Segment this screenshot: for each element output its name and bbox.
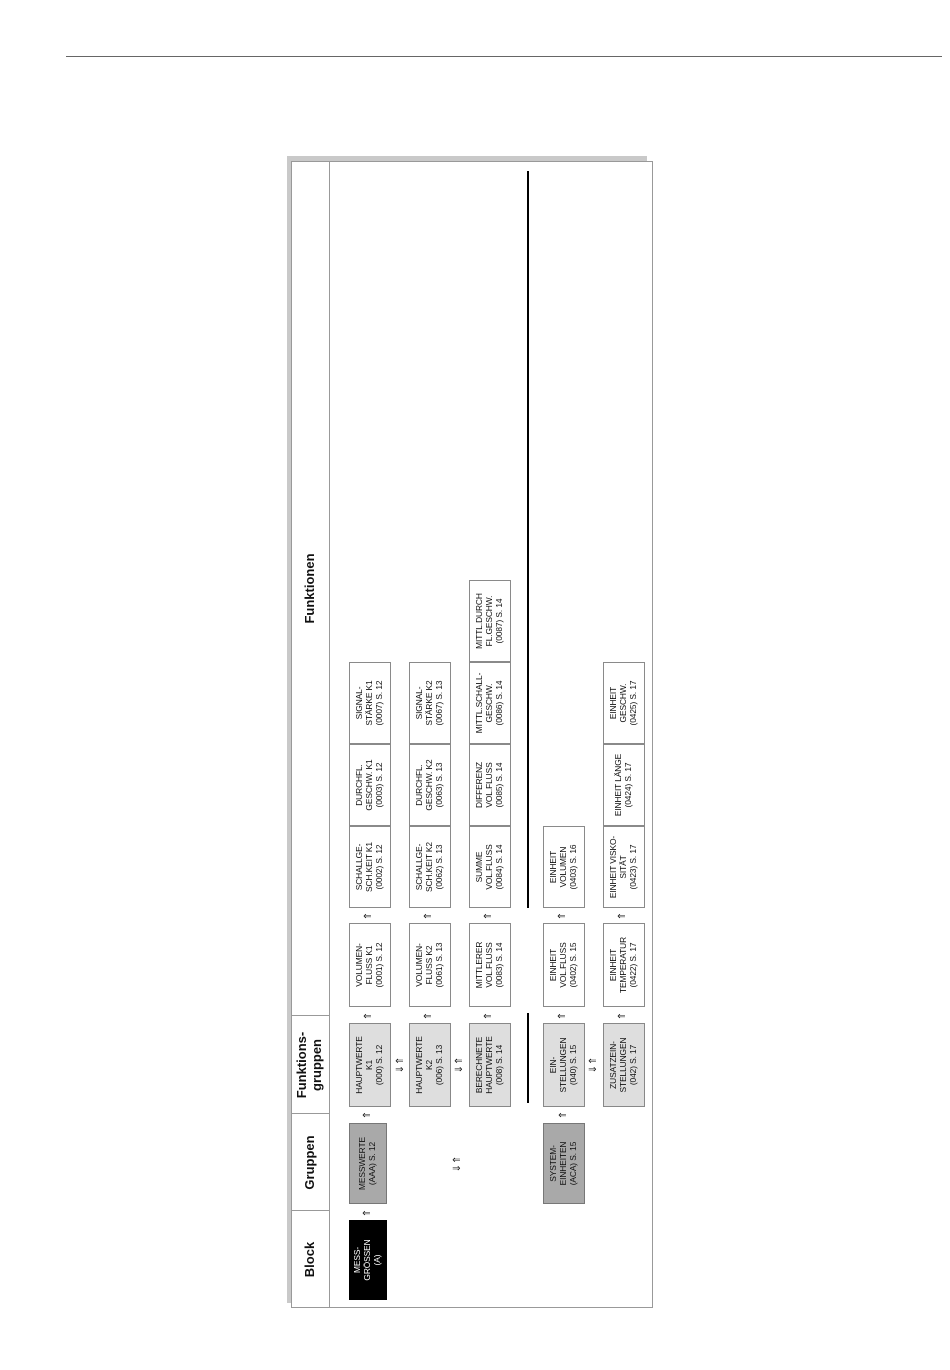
block-line1: MESS- xyxy=(352,1246,363,1274)
arrow-messwerte-to-system: ⇓⇑ xyxy=(452,1155,463,1173)
fg-hauptwerte-k1 xyxy=(349,1023,391,1107)
fg-einstellungen-line1: EIN- xyxy=(548,1056,559,1074)
arrow-k1-k2: ⇓⇑ xyxy=(395,1056,406,1074)
section-separator-fg xyxy=(527,1013,529,1103)
func-differenz-line3: (0085) S. 14 xyxy=(493,762,504,808)
func-durchfl-k1-line1: DURCHFL. xyxy=(354,764,365,806)
func-summe-line3: (0084) S. 14 xyxy=(493,844,504,890)
header-gruppen xyxy=(291,1114,329,1211)
func-durchfl-k2-line2: GESCHW. K2 xyxy=(424,759,435,811)
func-einheit-geschw-line2: GESCHW. xyxy=(618,683,629,723)
group-systemeinheiten xyxy=(543,1123,585,1204)
fg-einstellungen xyxy=(543,1023,585,1107)
arrow-k2-f1-f2: ⇑ xyxy=(423,911,434,921)
func-schallgeschwindigkeit-k1 xyxy=(349,826,391,908)
group-system-line3: (ACA) S. 15 xyxy=(567,1141,578,1186)
fg-hauptwerte-k2-line2: K2 xyxy=(424,1059,435,1071)
func-schall-k1-line2: SCH.KEIT K1 xyxy=(364,842,375,892)
func-schall-k2-line2: SCH.KEIT K2 xyxy=(424,842,435,892)
func-durchfl-k1-line2: GESCHW. K1 xyxy=(364,759,375,811)
func-schall-k2-line3: (0062) S. 13 xyxy=(433,844,444,890)
fg-hauptwerte-k2 xyxy=(409,1023,451,1107)
func-volumenfluss-k1-line1: VOLUMEN- xyxy=(354,943,365,987)
fg-einstellungen-line3: (040) S. 15 xyxy=(567,1044,578,1086)
func-signal-k1-line3: (0007) S. 12 xyxy=(373,680,384,726)
header-funktionsgruppen xyxy=(291,1016,329,1114)
func-volumenfluss-k2-line2: FLUSS K2 xyxy=(424,945,435,985)
func-volumenfluss-k1-line3: (0001) S. 12 xyxy=(373,942,384,988)
func-einheit-volfluss-line1: EINHEIT xyxy=(548,948,559,982)
func-mittl-durchfl-line3: (0087) S. 14 xyxy=(493,598,504,644)
arrow-k1-f1-f2: ⇑ xyxy=(363,911,374,921)
arrow-berechnet-f1-f2: ⇑ xyxy=(483,911,494,921)
fg-zusatzeinstellungen xyxy=(603,1023,645,1107)
fg-zusatz-line3: (042) S. 17 xyxy=(627,1044,638,1086)
func-mittl-durchfl-line1: MITTL.DURCH xyxy=(474,593,485,649)
func-einheit-volfluss-line3: (0402) S. 15 xyxy=(567,942,578,988)
block-messgroessen xyxy=(349,1220,387,1300)
func-einheit-visko-line2: SITÄT xyxy=(618,855,629,879)
func-durchfl-k2-line3: (0063) S. 13 xyxy=(433,762,444,808)
fg-berechnete-line2: HAUPTWERTE xyxy=(484,1036,495,1094)
column-divider-2 xyxy=(291,1113,329,1114)
func-durchfl-k2-line1: DURCHFL. xyxy=(414,764,425,806)
func-signal-k2-line3: (0067) S. 13 xyxy=(433,680,444,726)
arrow-einstellungen-to-func: ⇑ xyxy=(557,1011,568,1021)
fg-zusatz-line1: ZUSATZEIN- xyxy=(608,1041,619,1089)
func-einheit-laenge-line2: (0424) S. 17 xyxy=(623,762,633,808)
header-funktionen-label: Funktionen xyxy=(301,553,317,624)
arrow-messwerte-to-hauptwerte-k1: ⇑ xyxy=(362,1110,373,1120)
func-einheit-geschw-line1: EINHEIT xyxy=(608,686,619,720)
header-block-label: Block xyxy=(301,1241,317,1278)
func-einheit-volumen-line3: (0403) S. 16 xyxy=(567,844,578,890)
fg-zusatz-line2: STELLUNGEN xyxy=(618,1037,629,1093)
block-line2: GRÖSSEN xyxy=(362,1239,373,1281)
column-divider-1 xyxy=(291,1210,329,1211)
header-block xyxy=(291,1211,329,1308)
func-signalstaerke-k1 xyxy=(349,662,391,744)
func-summe-volfluss xyxy=(469,826,511,908)
arrow-einstellungen-zusatz: ⇓⇑ xyxy=(588,1056,599,1074)
func-einheit-temp-line3: (0422) S. 17 xyxy=(627,942,638,988)
func-volumenfluss-k1 xyxy=(349,923,391,1007)
func-mittl-durchfl-line2: FL.GESCHW. xyxy=(484,595,495,647)
arrow-berechnet-to-func: ⇑ xyxy=(483,1011,494,1021)
fg-berechnete-line3: (008) S. 14 xyxy=(493,1044,504,1086)
func-differenz-volfluss xyxy=(469,744,511,826)
arrow-zusatz-to-func: ⇑ xyxy=(617,1011,628,1021)
func-durchfl-geschw-k1 xyxy=(349,744,391,826)
func-differenz-line2: VOL.FLUSS xyxy=(484,762,495,808)
page-top-rule xyxy=(66,56,942,57)
func-schall-k1-line3: (0002) S. 12 xyxy=(373,844,384,890)
func-einheit-temp-line2: TEMPERATUR xyxy=(618,936,629,994)
arrow-system-to-einstellungen: ⇑ xyxy=(558,1110,569,1120)
arrow-block-to-messwerte: ⇑ xyxy=(362,1208,373,1218)
fg-hauptwerte-k1-line2: K1 xyxy=(364,1059,375,1071)
func-einheit-volfluss-line2: VOL.FLUSS xyxy=(558,942,569,988)
func-mittlerer-volfluss xyxy=(469,923,511,1007)
fg-hauptwerte-k1-line1: HAUPTWERTE xyxy=(354,1036,365,1094)
group-system-line2: EINHEITEN xyxy=(558,1141,569,1186)
menu-structure-table xyxy=(291,161,653,1308)
func-einheit-geschw-line3: (0425) S. 17 xyxy=(627,680,638,726)
func-schall-k1-line1: SCHALLGE- xyxy=(354,843,365,891)
func-durchfl-geschw-k2 xyxy=(409,744,451,826)
func-einheit-volfluss xyxy=(543,923,585,1007)
func-mittl-schallgeschw xyxy=(469,662,511,744)
group-system-line1: SYSTEM- xyxy=(548,1145,559,1182)
fg-berechnete-hauptwerte xyxy=(469,1023,511,1107)
func-einheit-temperatur xyxy=(603,923,645,1007)
func-einheit-volumen-line2: VOLUMEN xyxy=(558,846,569,888)
func-mittlerer-line1: MITTLERER xyxy=(474,941,485,989)
func-mittl-schall-line2: GESCHW. xyxy=(484,683,495,723)
func-einheit-volumen xyxy=(543,826,585,908)
func-summe-line1: SUMME xyxy=(474,851,485,883)
func-einheit-volumen-line1: EINHEIT xyxy=(548,850,559,884)
func-signalstaerke-k2 xyxy=(409,662,451,744)
arrow-hauptwerte-k2-to-func: ⇑ xyxy=(423,1011,434,1021)
header-funktionsgruppen-line2: gruppen xyxy=(309,1039,324,1091)
func-einheit-temp-line1: EINHEIT xyxy=(608,948,619,982)
func-schall-k2-line1: SCHALLGE- xyxy=(414,843,425,891)
func-einheit-visko-line1: EINHEIT VISKO- xyxy=(608,835,619,899)
func-signal-k2-line2: STÄRKE K2 xyxy=(424,680,435,726)
func-mittlerer-line2: VOL.FLUSS xyxy=(484,942,495,988)
func-summe-line2: VOL.FLUSS xyxy=(484,844,495,890)
func-mittl-durchfl-geschw xyxy=(469,580,511,662)
fg-hauptwerte-k2-line1: HAUPTWERTE xyxy=(414,1036,425,1094)
fg-berechnete-line1: BERECHNETE xyxy=(474,1036,485,1094)
func-einheit-viskositaet xyxy=(603,826,645,908)
func-einheit-visko-line3: (0423) S. 17 xyxy=(627,844,638,890)
header-gruppen-label: Gruppen xyxy=(301,1135,317,1190)
func-einheit-geschw xyxy=(603,662,645,744)
group-messwerte-line1: MESSWERTE xyxy=(357,1137,368,1190)
block-line3: (A) xyxy=(371,1254,382,1266)
fg-hauptwerte-k1-line3: (000) S. 12 xyxy=(373,1044,384,1086)
fg-hauptwerte-k2-line3: (006) S. 13 xyxy=(433,1044,444,1086)
group-messwerte xyxy=(349,1123,387,1204)
func-differenz-line1: DIFFERENZ xyxy=(474,761,485,809)
func-mittl-schall-line3: (0086) S. 14 xyxy=(493,680,504,726)
fg-einstellungen-line2: STELLUNGEN xyxy=(558,1037,569,1093)
section-separator xyxy=(527,171,529,908)
arrow-einstellungen-f1-f2: ⇑ xyxy=(557,911,568,921)
func-einheit-laenge-line1: EINHEIT LÄNGE xyxy=(613,753,624,817)
header-funktionen xyxy=(291,161,329,1016)
group-messwerte-line2: (AAA) S. 12 xyxy=(367,1141,377,1186)
arrow-hauptwerte-k1-to-func: ⇑ xyxy=(363,1011,374,1021)
func-durchfl-k1-line3: (0003) S. 12 xyxy=(373,762,384,808)
header-divider xyxy=(329,161,330,1308)
column-divider-3 xyxy=(291,1015,329,1016)
func-volumenfluss-k2-line3: (0061) S. 13 xyxy=(433,942,444,988)
func-signal-k2-line1: SIGNAL- xyxy=(414,686,425,720)
func-volumenfluss-k1-line2: FLUSS K1 xyxy=(364,945,375,985)
func-volumenfluss-k2-line1: VOLUMEN- xyxy=(414,943,425,987)
arrow-zusatz-f1-f2: ⇑ xyxy=(617,911,628,921)
arrow-k2-berechnet: ⇓⇑ xyxy=(454,1056,465,1074)
func-signal-k1-line2: STÄRKE K1 xyxy=(364,680,375,726)
func-mittlerer-line3: (0083) S. 14 xyxy=(493,942,504,988)
func-mittl-schall-line1: MITTL.SCHALL- xyxy=(474,672,485,734)
func-volumenfluss-k2 xyxy=(409,923,451,1007)
header-funktionsgruppen-line1: Funktions- xyxy=(294,1031,310,1099)
func-signal-k1-line1: SIGNAL- xyxy=(354,686,365,720)
func-einheit-laenge xyxy=(603,744,645,826)
func-schallgeschwindigkeit-k2 xyxy=(409,826,451,908)
